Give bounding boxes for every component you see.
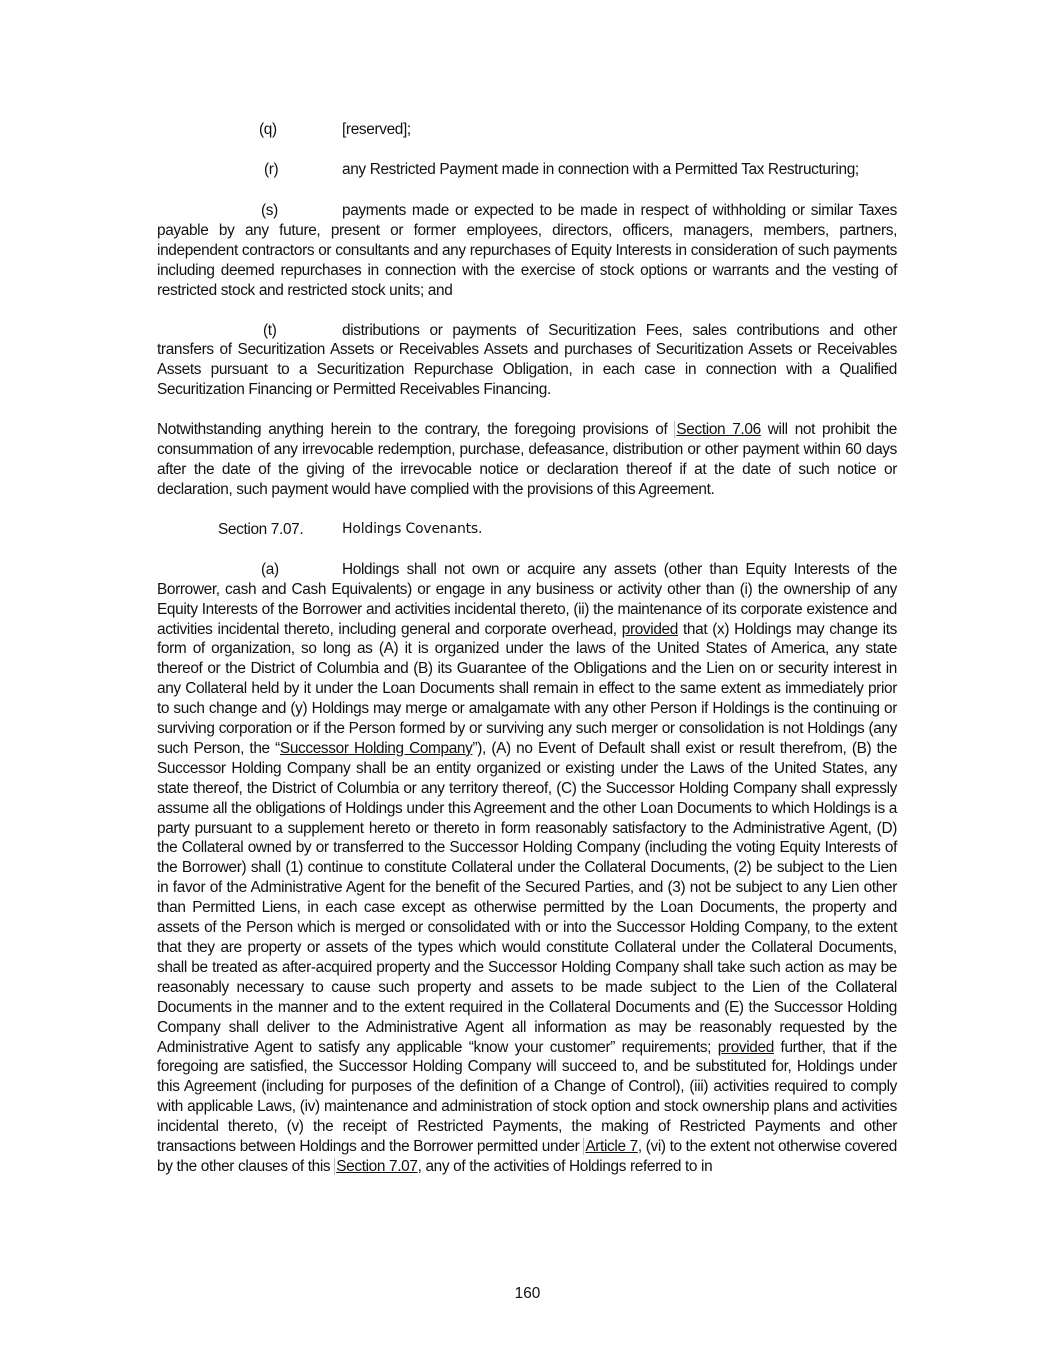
clause-text: that (x) Holdings may change its form of organization, so long as (A) it is organized under the laws of the United States of America, any state thereof or the District of Columbia and (B) its Guarantee of the Obligations and the Lien on or security interest in any Collateral held by it under the Loan Documents shall remain in effect to the same extent as immediately prior to such change and (y) Holdings may merge or amalgamate with any other Person if Holdings is the continuing or surviving corporation or if the Person formed by or surviving any such merger or consolidation is not Holdings (any such Person, the “ [157, 620, 897, 757]
paragraph-text: Notwithstanding anything herein to the contrary, the foregoing provisions of [157, 421, 675, 439]
clause-r [157, 160, 897, 180]
page-number: 160 [514, 1285, 541, 1302]
clause-text: distributions or payments of Securitization Fees, sales contributions and other transfers of Securitization Assets or Receivables Assets and purchases of Securitization Assets or Receivables Assets pursuant to a Securitization Repurchase Obligation, in each case in connection with a Qualified Securitization Financing or Permitted Receivables Financing. [157, 321, 897, 399]
paragraph-text: will not prohibit the consummation of any irrevocable redemption, purchase, defeasance, distribution or other payment within 60 days after the date of the giving of the irrevocable notice or declaration thereof if at the date of such notice or declaration, such payment would have complied with the provisions of this Agreement. [157, 421, 898, 498]
clause-text: payments made or expected to be made in respect of withholding or similar Taxes payable by any future, present or former employees, directors, officers, managers, members, partners, independent contractors or consultants and any repurchases of Equity Interests in consideration of such payments including deemed repurchases in connection with the exercise of stock options or warrants and the vesting of restricted stock and restricted stock units; and [157, 202, 897, 299]
clause-s [157, 201, 897, 301]
clause-a [157, 560, 897, 1177]
clause-text: , (vi) to the extent not otherwise covered by the other clauses of this [157, 1138, 897, 1175]
clause-text: ”), (A) no Event of Default shall exist or result therefrom, (B) the Successor Holding Company shall be an entity organized or existing under the Laws of the United States, any state thereof, the District of Columbia or any territory thereof, (C) the Successor Holding Company shall expressly assume all the obligations of Holdings under this Agreement and the other Loan Documents to which Holdings is a party pursuant to a supplement hereto or thereto in form reasonably satisfactory to the Administrative Agent, (D) the Collateral owned by or transferred to the Successor Holding Company (including the voting Equity Interests of the Borrower) shall (1) continue to constitute Collateral under the Collateral Documents, (2) be subject to the Lien in favor of the Administrative Agent for the benefit of the Secured Parties, and (3) not be subject to any Lien other than Permitted Liens, in each case except as otherwise permitted by the Loan Documents, the property and assets of the Person which is merged or consolidated with or into the Successor Holding Company, to the extent that they are property or assets of the types which would constitute Collateral under the Collateral Documents, shall be treated as after-acquired property and the Successor Holding Company shall take such action as may be reasonably necessary to cause such property and assets to be made subject to the Lien of the Collateral Documents in the manner and to the extent required in the Collateral Documents and (E) the Successor Holding Company shall deliver to the Administrative Agent all information as may be reasonably requested by the Administrative Agent to satisfy any applicable “know your customer” requirements; [157, 739, 898, 1056]
clause-text: [reserved]; [342, 121, 411, 138]
clause-q [157, 120, 897, 140]
clause-text: further, that if the foregoing are satisfied, the Successor Holding Company will succeed to, and be substituted for, Holdings under this Agreement (including for purposes of the definition of a Change of Control), (iii) activities required to comply with applicable Laws, (iv) maintenance and administration of stock option and stock ownership plans and activities incidental thereto, (v) the receipt of Restricted Payments, the making of Restricted Payments and other transactions between Holdings and the Borrower permitted under [157, 1038, 897, 1156]
clause-t [157, 321, 897, 401]
section-title: Holdings Covenants. [342, 520, 483, 537]
section-7-07-link[interactable]: Section 7.07 [336, 1157, 418, 1175]
clause-label: (t) [263, 321, 277, 339]
section-7-06-link[interactable]: Section 7.06 [676, 421, 761, 439]
provided-term: provided [717, 1038, 774, 1056]
clause-label: (q) [259, 121, 277, 138]
section-number: Section 7.07. [218, 520, 304, 538]
clause-label: (s) [261, 202, 278, 219]
document-page [157, 120, 897, 1177]
clause-text: Holdings shall not own or acquire any assets (other than Equity Interests of the Borrower, cash and Cash Equivalents) or engage in any business or activity other than (i) the ownership of any Equity Interests of the Borrower and activities incidental thereto, (ii) the maintenance of its corporate existence and activities incidental thereto, including general and corporate overhead, [157, 560, 897, 638]
provided-term: provided [621, 620, 678, 638]
defined-term-successor-holding-company: Successor Holding Company [279, 739, 473, 757]
notwithstanding-paragraph [157, 420, 897, 500]
clause-label: (r) [264, 161, 279, 178]
article-7-link[interactable]: Article 7 [585, 1138, 638, 1156]
clause-label: (a) [261, 560, 279, 578]
section-heading [157, 520, 897, 540]
clause-text: , any of the activities of Holdings referred to in [417, 1157, 713, 1175]
clause-text: any Restricted Payment made in connection with a Permitted Tax Restructuring; [342, 161, 859, 178]
